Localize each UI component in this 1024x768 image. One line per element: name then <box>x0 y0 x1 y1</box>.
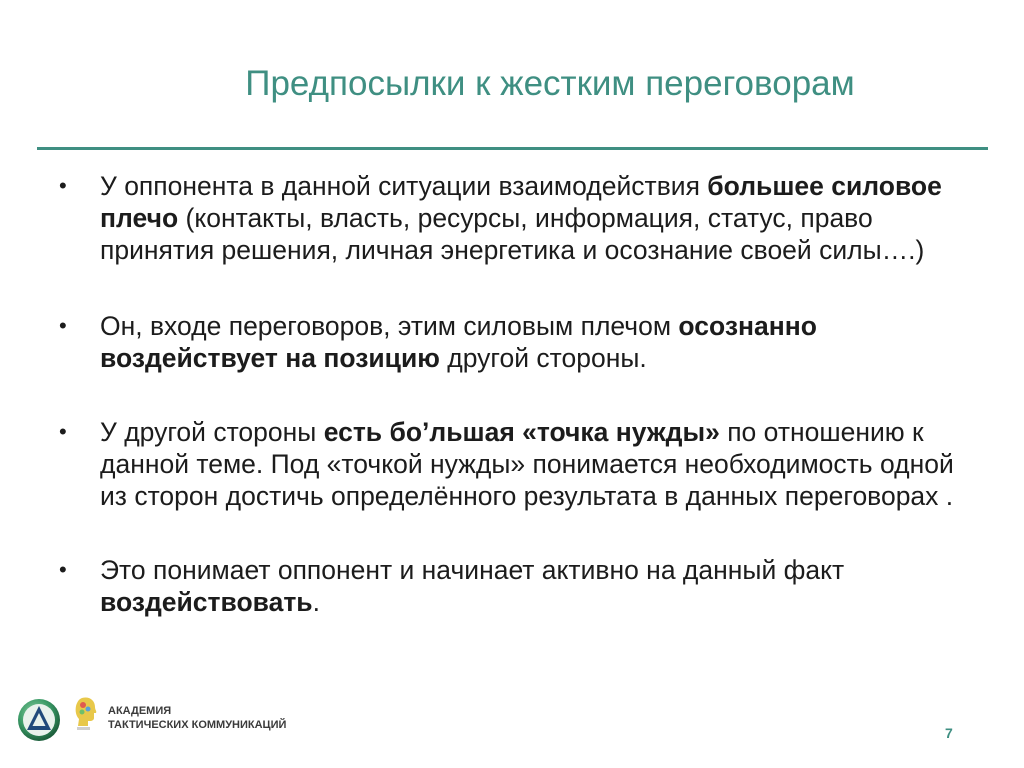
organization-name-line1: АКАДЕМИЯ <box>108 705 172 717</box>
profile-heads-icon <box>74 695 102 731</box>
bullet-item <box>55 310 975 374</box>
organization-name <box>108 704 286 732</box>
bullet-dot: • <box>59 313 67 338</box>
bullet-item <box>55 554 975 618</box>
bullet-item <box>55 170 975 266</box>
page-number: 7 <box>945 725 953 741</box>
bullet-list <box>55 170 975 618</box>
academy-triangle-logo-icon <box>17 698 61 742</box>
bullet-text: Он, входе переговоров, этим силовым плечом осознанно воздействует на позицию другой стороны. <box>100 311 817 373</box>
bullet-text: У другой стороны есть бо’льшая «точка нужды» по отношению к данной теме. Под «точкой нужды» понимается необходимость одной из сторон достичь определённого результата в данных переговорах . <box>100 417 954 511</box>
bullet-text: У оппонента в данной ситуации взаимодействия большее силовое плечо (контакты, власть, ресурсы, информация, статус, право принятия решения, личная энергетика и осознание своей силы….) <box>100 171 942 265</box>
bullet-item <box>55 416 975 512</box>
slide-title: Предпосылки к жестким переговорам <box>245 64 855 103</box>
organization-name-line2: ТАКТИЧЕСКИХ КОММУНИКАЦИЙ <box>108 719 287 731</box>
bullet-dot: • <box>59 557 67 582</box>
bullet-dot: • <box>59 173 67 198</box>
bullet-text: Это понимает оппонент и начинает активно на данный факт воздействовать. <box>100 555 845 617</box>
bullet-dot: • <box>59 419 67 444</box>
title-divider <box>37 147 988 150</box>
